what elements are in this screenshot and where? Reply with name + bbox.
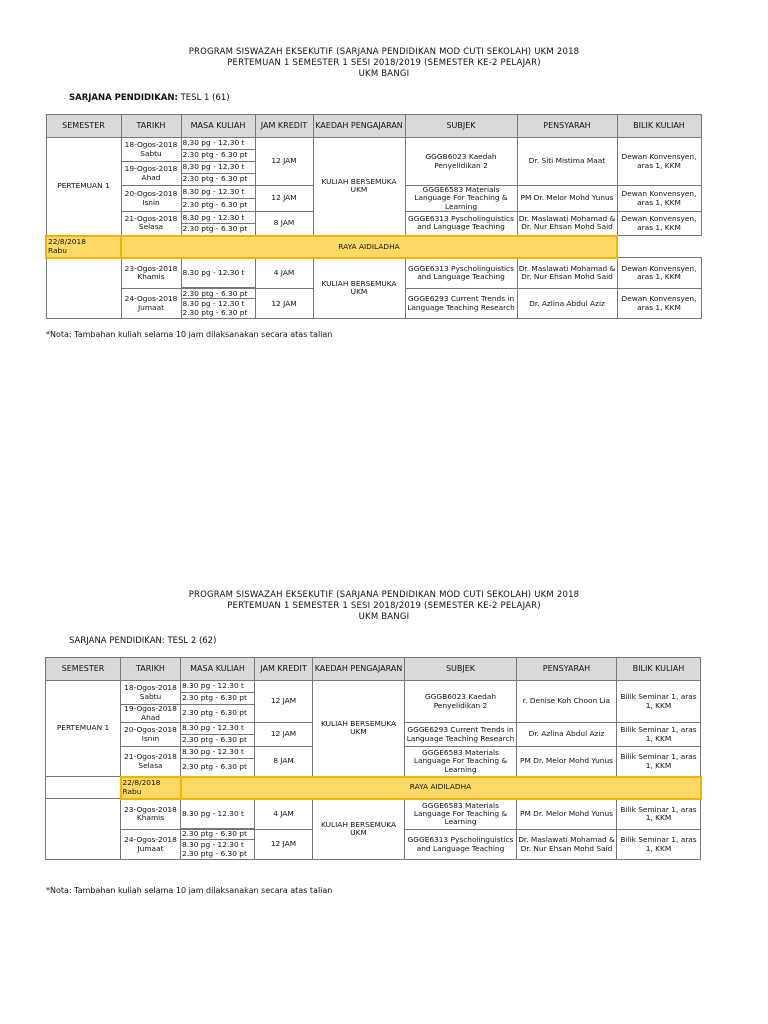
date-cell: 18-Ogos-2018 Sabtu [121,138,181,162]
lecturer-cell: Dr. Maslawati Mohamad & Dr. Nur Ehsan Mohd Said [517,830,617,860]
credit-cell: 12 JAM [255,681,313,723]
date-cell: 23-Ogos-2018 Khamis [121,258,181,289]
holiday-label: RAYA AIDILADHA [181,777,701,799]
time-cell: 2.30 ptg - 6.30 pt [181,199,255,212]
document-header [0,47,768,80]
date-cell: 19-Ogos-2018 Ahad [121,162,181,186]
holiday-row [46,236,701,258]
room-cell: Bilik Seminar 1, aras 1, KKM [617,830,701,860]
time-cell: 2.30 ptg - 6.30 pt [181,735,255,747]
time-cell: 8.30 pg - 12.30 t 2.30 ptg - 6.30 pt [181,299,255,319]
holiday-date-cell: 22/8/2018 Rabu [46,236,121,258]
room-cell: Dewan Konvensyen, aras 1, KKM [617,258,701,289]
subject-cell: GGGB6023 Kaedah Penyelidikan 2 [405,681,517,723]
date-cell: 24-Ogos-2018 Jumaat [121,830,181,860]
footnote: *Nota: Tambahan kuliah selama 10 jam dilaksanakan secara atas talian [46,886,333,895]
footnote: *Nota: Tambahan kuliah selama 10 jam dilaksanakan secara atas talian [46,330,333,339]
subject-cell: GGGE6313 Pyscholinguistics and Language Teaching [405,258,517,289]
col-semester: SEMESTER [46,658,121,681]
time-cell: 2.30 ptg - 6.30 pt [181,705,255,723]
header-line-1: PROGRAM SISWAZAH EKSEKUTIF (SARJANA PENDIDIKAN MOD CUTI SEKOLAH) UKM 2018 [188,590,580,600]
col-tarikh: TARIKH [121,115,181,138]
lecturer-cell: Dr. Azlina Abdul Aziz [517,723,617,747]
lecturer-cell: r. Denise Koh Choon Lia [517,681,617,723]
table-header-row [46,115,701,138]
subject-cell: GGGE6293 Current Trends in Language Teaching Research [405,723,517,747]
time-cell: 2.30 ptg - 6.30 pt [181,759,255,777]
program-label: SARJANA PENDIDIKAN: TESL 2 (62) [69,636,217,646]
subject-cell: GGGE6313 Pyscholinguistics and Language Teaching [405,830,517,860]
time-cell: 2.30 ptg - 6.30 pt [181,830,255,840]
subject-cell: GGGE6583 Materials Language For Teaching & Learning [405,747,517,777]
room-cell: Dewan Konvensyen, aras 1, KKM [617,212,701,236]
credit-cell: 4 JAM [255,799,313,830]
kaedah-cell: KULIAH BERSEMUKA UKM [313,799,405,860]
time-cell: 8.30 pg - 12.30 t [181,723,255,735]
col-pensyarah: PENSYARAH [517,658,617,681]
kaedah-cell: KULIAH BERSEMUKA UKM [313,681,405,777]
schedule-table [45,657,702,860]
kaedah-cell: KULIAH BERSEMUKA UKM [313,138,405,236]
semester-cell: PERTEMUAN 1 [46,138,121,236]
subject-cell: GGGB6023 Kaedah Penyelidikan 2 [405,138,517,186]
time-cell: 8.30 pg - 12.30 t [181,681,255,693]
header-line-3: UKM BANGI [358,69,410,79]
time-cell: 8.30 pg - 12.30 t 2.30 ptg - 6.30 pt [181,840,255,860]
header-line-2: PERTEMUAN 1 SEMESTER 1 SESI 2018/2019 (SEMESTER KE-2 PELAJAR) [227,58,541,68]
time-cell: 8.30 pg - 12.30 t [181,186,255,199]
col-semester: SEMESTER [46,115,121,138]
holiday-row [46,777,701,799]
subject-cell: GGGE6293 Current Trends in Language Teaching Research [405,289,517,319]
subject-cell: GGGE6313 Pyscholinguistics and Language Teaching [405,212,517,236]
header-line-3: UKM BANGI [358,612,410,622]
kaedah-cell: KULIAH BERSEMUKA UKM [313,258,405,319]
col-kaedah: KAEDAH PENGAJARAN [313,115,405,138]
time-cell: 8.30 pg - 12.30 t [181,258,255,288]
time-cell: 2.30 ptg - 6.30 pt [181,224,255,236]
date-cell: 20-Ogos-2018 Isnin [121,723,181,747]
room-cell: Dewan Konvensyen, aras 1, KKM [617,138,701,186]
room-cell: Dewan Konvensyen, aras 1, KKM [617,289,701,319]
credit-cell: 8 JAM [255,747,313,777]
semester-cell-cont [46,777,121,799]
subject-cell: GGGE6583 Materials Language For Teaching & Learning [405,186,517,212]
holiday-label: RAYA AIDILADHA [121,236,617,258]
semester-cell: PERTEMUAN 1 [46,681,121,777]
date-cell: 21-Ogos-2018 Selasa [121,747,181,777]
subject-cell: GGGE6583 Materials Language For Teaching & Learning [405,799,517,830]
credit-cell: 12 JAM [255,186,313,212]
program-name: TESL 1 (61) [180,93,230,103]
time-cell: 8.30 pg - 12.30 t [181,162,255,174]
table-row [46,258,701,288]
col-pensyarah: PENSYARAH [517,115,617,138]
col-subjek: SUBJEK [405,658,517,681]
credit-cell: 12 JAM [255,723,313,747]
document-header [0,590,768,623]
date-cell: 19-Ogos-2018 Ahad [121,705,181,723]
lecturer-cell: PM Dr. Melor Mohd Yunus [517,799,617,830]
time-cell: 8.30 pg - 12.30 t [181,747,255,759]
date-cell: 23-Ogos-2018 Khamis [121,799,181,830]
program-name: TESL 2 (62) [167,636,217,646]
semester-cell-cont [46,799,121,860]
time-cell: 2.30 ptg - 6.30 pt [181,174,255,186]
header-line-2: PERTEMUAN 1 SEMESTER 1 SESI 2018/2019 (SEMESTER KE-2 PELAJAR) [227,601,541,611]
credit-cell: 12 JAM [255,289,313,319]
time-cell: 8.30 pg - 12.30 t [181,138,255,150]
credit-cell: 12 JAM [255,830,313,860]
header-line-1: PROGRAM SISWAZAH EKSEKUTIF (SARJANA PENDIDIKAN MOD CUTI SEKOLAH) UKM 2018 [188,47,580,57]
date-cell: 18-Ogos-2018 Sabtu [121,681,181,705]
lecturer-cell: Dr. Siti Mistima Maat [517,138,617,186]
credit-cell: 12 JAM [255,138,313,186]
time-cell: 8.30 pg - 12.30 t [181,799,255,829]
holiday-date-cell: 22/8/2018 Rabu [121,777,181,799]
lecturer-cell: Dr. Maslawati Mohamad & Dr. Nur Ehsan Mohd Said [517,212,617,236]
room-cell: Bilik Seminar 1, aras 1, KKM [617,747,701,777]
col-jam-kredit: JAM KREDIT [255,115,313,138]
table-row [46,681,701,693]
lecturer-cell: PM Dr. Melor Mohd Yunus [517,747,617,777]
date-cell: 24-Ogos-2018 Jumaat [121,289,181,319]
time-cell: 8.30 pg - 12.30 t [181,212,255,224]
credit-cell: 4 JAM [255,258,313,289]
date-cell: 20-Ogos-2018 Isnin [121,186,181,212]
lecturer-cell: Dr. Azlina Abdul Aziz [517,289,617,319]
col-tarikh: TARIKH [121,658,181,681]
col-masa-kuliah: MASA KULIAH [181,115,255,138]
col-kaedah: KAEDAH PENGAJARAN [313,658,405,681]
col-subjek: SUBJEK [405,115,517,138]
lecturer-cell: Dr. Maslawati Mohamad & Dr. Nur Ehsan Mohd Said [517,258,617,289]
room-cell: Bilik Seminar 1, aras 1, KKM [617,799,701,830]
col-bilik: BILIK KULIAH [617,115,701,138]
table-header-row [46,658,701,681]
room-cell: Bilik Seminar 1, aras 1, KKM [617,723,701,747]
program-label: SARJANA PENDIDIKAN: TESL 1 (61) [69,93,230,103]
time-cell: 2.30 ptg - 6.30 pt [181,693,255,705]
room-cell: Dewan Konvensyen, aras 1, KKM [617,186,701,212]
lecturer-cell: PM Dr. Melor Mohd Yunus [517,186,617,212]
schedule-table [45,114,702,319]
time-cell: 2.30 ptg - 6.30 pt [181,150,255,162]
room-cell: Bilik Seminar 1, aras 1, KKM [617,681,701,723]
table-row [46,138,701,150]
table-row [46,799,701,829]
col-bilik: BILIK KULIAH [617,658,701,681]
time-cell: 2.30 ptg - 6.30 pt [181,289,255,299]
col-jam-kredit: JAM KREDIT [255,658,313,681]
semester-cell-cont [46,258,121,319]
credit-cell: 8 JAM [255,212,313,236]
date-cell: 21-Ogos-2018 Selasa [121,212,181,236]
col-masa-kuliah: MASA KULIAH [181,658,255,681]
